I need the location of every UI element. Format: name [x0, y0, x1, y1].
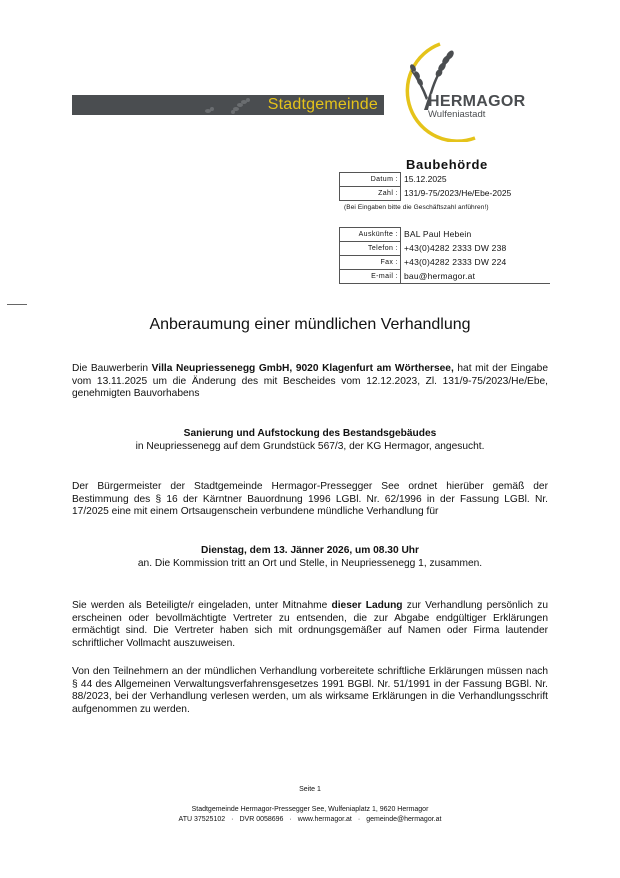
- fold-mark: [7, 304, 27, 305]
- text: Sie werden als Beteiligte/r eingeladen, unter Mitnahme: [72, 600, 332, 611]
- reference-table: [339, 172, 514, 201]
- field-label: Auskünfte :: [340, 228, 401, 242]
- footer-address: Stadtgemeinde Hermagor-Pressegger See, Wulfeniaplatz 1, 9620 Hermagor: [191, 806, 429, 813]
- footer-ids: [0, 815, 620, 825]
- applicant-name: Villa Neupriessenegg GmbH, 9020 Klagenfurt am Wörthersee,: [151, 363, 454, 374]
- project-block: [72, 428, 548, 453]
- reference-hint: (Bei Eingaben bitte die Geschäftszahl anführen!): [344, 204, 489, 211]
- department-heading: Baubehörde: [406, 157, 488, 172]
- file-number-value: 131/9-75/2023/He/Ebe-2025: [404, 188, 512, 198]
- separator: ·: [289, 816, 292, 823]
- footer-dvr: DVR 0058696: [239, 816, 284, 823]
- email-link[interactable]: bau@hermagor.at: [401, 270, 551, 284]
- text: Die Bauwerberin: [72, 363, 152, 374]
- contact-row-email: [340, 270, 551, 284]
- project-location: in Neupriessenegg auf dem Grundstück 567/3, der KG Hermagor, angesucht.: [135, 440, 485, 452]
- footer-email-link[interactable]: gemeinde@hermagor.at: [366, 816, 442, 823]
- paragraph-application: [72, 363, 548, 401]
- field-label: Zahl :: [340, 187, 401, 201]
- reference-row-date: [340, 173, 514, 187]
- footer: [0, 805, 620, 825]
- paragraph-order: Der Bürgermeister der Stadtgemeinde Hermagor-Pressegger See ordnet hierüber gemäß der Bestimmung des § 16 der Kärntner Bauordnung 1996 LGBl. Nr. 62/1996 in der Fassung LGBl. Nr. 17/2025 eine mit einem Ortsaugenschein verbundene mündliche Verhandlung für: [72, 481, 548, 517]
- logo-subtitle: Wulfeniastadt: [428, 109, 486, 120]
- logo-title: HERMAGOR: [428, 93, 526, 110]
- reference-row-number: [340, 187, 514, 201]
- text: hat mit der Eingabe vom 13.11.2025 um die Änderung des mit Bescheides vom 12.12.2023, Zl. 131/9-75/2023/He/Ebe, genehmigten Bauvorhabens: [72, 363, 548, 399]
- contact-person: BAL Paul Hebein: [404, 229, 472, 239]
- contact-row-fax: [340, 256, 551, 270]
- paragraph-declarations: Von den Teilnehmern an der mündlichen Verhandlung vorbereitete schriftliche Erklärungen müssen nach § 44 des Allgemeinen Verwaltungsverfahrensgesetzes 1991 BGBl. Nr. 51/1991 in der Fassung BGBl. Nr. 88/2023, bei der Verhandlung verlesen werden, um als wirksame Erklärungen in die Verhandlungsschrift aufgenommen zu werden.: [72, 666, 548, 715]
- separator: ·: [231, 816, 234, 823]
- emphasis: dieser Ladung: [331, 600, 403, 611]
- wheat-watermark-icon: [200, 97, 260, 115]
- hermagor-logo-icon: [384, 42, 544, 142]
- contact-table: [339, 227, 550, 284]
- project-title: Sanierung und Aufstockung des Bestandsgebäudes: [183, 428, 437, 439]
- page-number: Seite 1: [299, 786, 321, 793]
- banner-text: Stadtgemeinde: [267, 96, 378, 113]
- footer-atu: ATU 37525102: [178, 816, 226, 823]
- phone-value: +43(0)4282 2333 DW 238: [404, 243, 507, 253]
- paragraph-invitation: [72, 600, 548, 650]
- field-label: Datum :: [340, 173, 401, 187]
- field-label: Fax :: [340, 256, 401, 270]
- contact-row-person: [340, 228, 551, 242]
- appointment-date: Dienstag, dem 13. Jänner 2026, um 08.30 Uhr: [201, 545, 419, 556]
- text: zur Verhandlung persönlich zu erscheinen oder bevollmächtigte Vertreter zu entsenden, die zur Abgabe endgültiger Erklärungen ermächtigt sind. Die Vertreter haben sich mit ordnungsgemäßer auf Namen oder Firma lautender schriftlicher Vollmacht auszuweisen.: [72, 600, 548, 649]
- document-title: Anberaumung einer mündlichen Verhandlung: [149, 316, 471, 333]
- contact-row-phone: [340, 242, 551, 256]
- header-banner: [72, 95, 384, 115]
- appointment-block: [72, 545, 548, 570]
- separator: ·: [357, 816, 361, 823]
- appointment-place: an. Die Kommission tritt an Ort und Stelle, in Neupriessenegg 1, zusammen.: [137, 557, 483, 569]
- field-label: Telefon :: [340, 242, 401, 256]
- field-label: E-mail :: [340, 270, 401, 284]
- date-value: 15.12.2025: [404, 174, 447, 184]
- fax-value: +43(0)4282 2333 DW 224: [404, 257, 507, 267]
- footer-website-link[interactable]: www.hermagor.at: [297, 816, 352, 823]
